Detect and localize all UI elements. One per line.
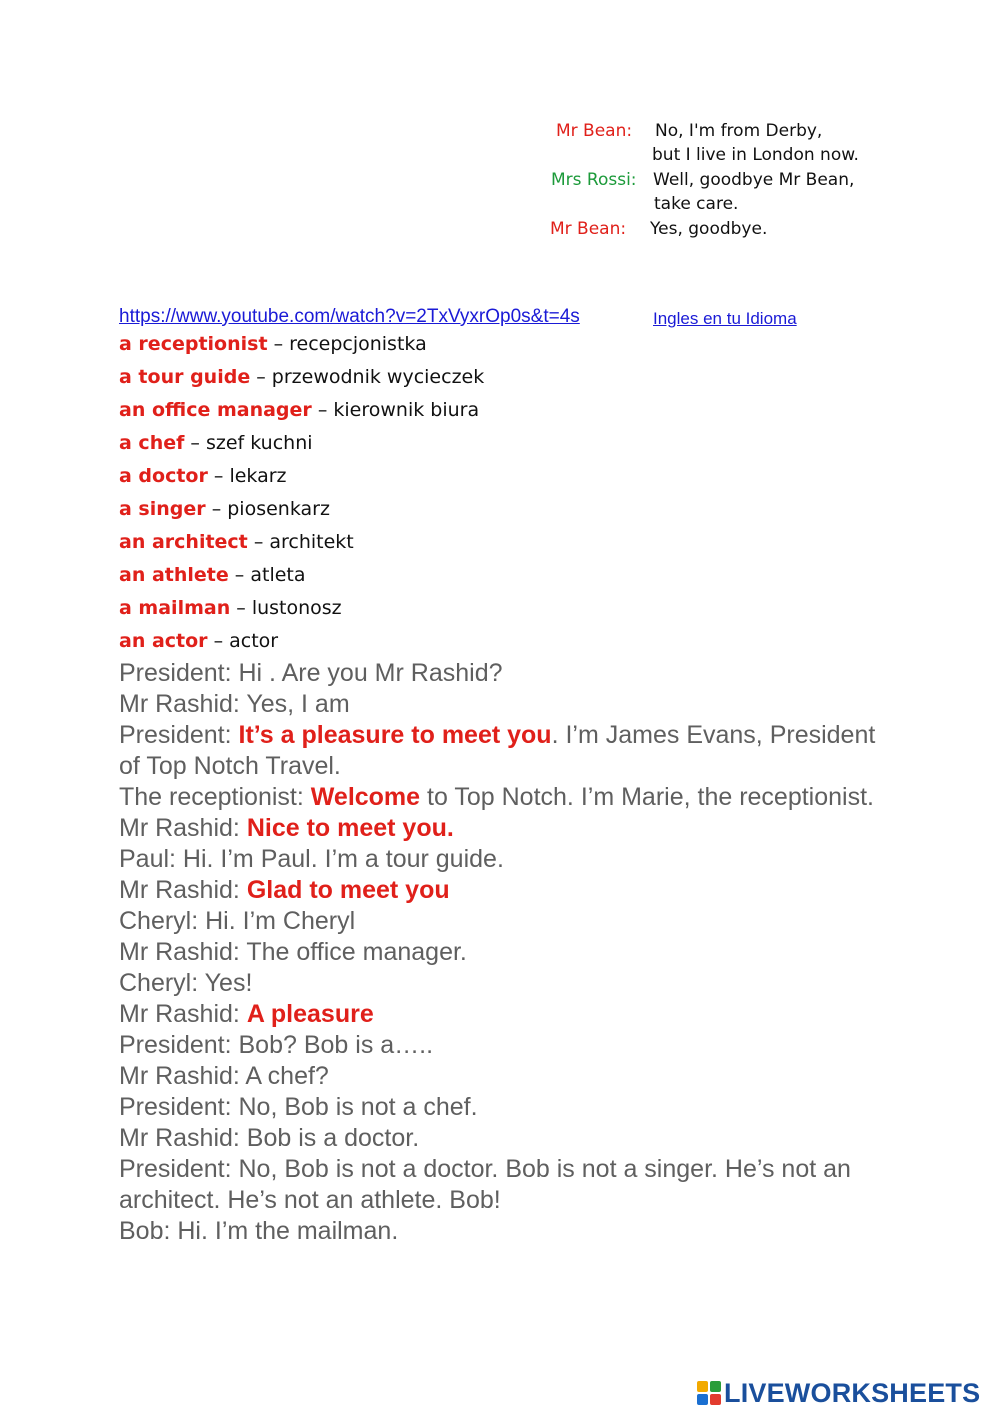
vocabulary-item [119, 429, 719, 462]
vocabulary-item [119, 627, 719, 660]
dialogue-text: Yes, goodbye. [650, 219, 768, 239]
line-text-after: . I’m James Evans, President of Top Notch Travel. [119, 721, 876, 780]
vocab-english: a mailman [119, 597, 231, 619]
conversation-line [119, 1061, 889, 1092]
dialogue-text: No, I'm from Derby, [655, 121, 823, 141]
channel-link[interactable]: Ingles en tu Idioma [653, 309, 797, 328]
line-text: The receptionist: [119, 783, 311, 811]
vocab-polish: – lekarz [207, 465, 287, 487]
line-text: President: No, Bob is not a doctor. Bob is not a singer. He’s not an architect. He’s not an athlete. Bob! [119, 1155, 851, 1214]
conversation-line [119, 1123, 889, 1154]
conversation-line [119, 844, 889, 875]
vocab-english: a chef [119, 432, 185, 454]
conversation-line [119, 906, 889, 937]
dialogue-line [551, 170, 637, 190]
line-text: Mr Rashid: The office manager. [119, 938, 467, 966]
line-highlight: A pleasure [246, 1000, 374, 1028]
conversation-line [119, 999, 889, 1030]
vocabulary-item [119, 594, 719, 627]
youtube-video-link[interactable]: https://www.youtube.com/watch?v=2TxVyxrOp0s&t=4s [119, 306, 580, 327]
line-text: President: Bob? Bob is a….. [119, 1031, 434, 1059]
dialogue-text: Well, goodbye Mr Bean, [653, 170, 855, 190]
line-highlight: Glad to meet you [246, 876, 450, 904]
conversation-line [119, 720, 889, 782]
logo-text: LIVEWORKSHEETS [724, 1377, 981, 1408]
conversation-line [119, 813, 889, 844]
vocab-english: an actor [119, 630, 208, 652]
line-text: Mr Rashid: Yes, I am [119, 690, 350, 718]
dialogue-text: take care. [654, 194, 739, 214]
vocabulary-item [119, 396, 719, 429]
vocabulary-item [119, 528, 719, 561]
line-text: President: Hi . Are you Mr Rashid? [119, 659, 503, 687]
vocab-english: an athlete [119, 564, 229, 586]
line-text-after: to Top Notch. I’m Marie, the receptionist. [420, 783, 874, 811]
line-text: President: No, Bob is not a chef. [119, 1093, 478, 1121]
conversation-line [119, 1154, 889, 1216]
vocab-polish: – kierownik biura [311, 399, 480, 421]
line-text: Paul: Hi. I’m Paul. I’m a tour guide. [119, 845, 504, 873]
vocab-english: an architect [119, 531, 248, 553]
conversation-line [119, 937, 889, 968]
line-highlight: Nice to meet you. [246, 814, 454, 842]
vocabulary-item [119, 561, 719, 594]
conversation-line [119, 1030, 889, 1061]
conversation-line [119, 875, 889, 906]
dialogue-line [556, 121, 632, 141]
speaker-mr-bean: Mr Bean: [556, 121, 633, 141]
vocab-english: a tour guide [119, 366, 251, 388]
vocabulary-item [119, 462, 719, 495]
vocab-polish: – actor [207, 630, 279, 652]
line-text: Bob: Hi. I’m the mailman. [119, 1217, 399, 1245]
line-text: President: [119, 721, 239, 749]
line-text: Mr Rashid: [119, 814, 247, 842]
speaker-mr-bean: Mr Bean: [550, 219, 627, 239]
vocab-polish: – przewodnik wycieczek [250, 366, 485, 388]
conversation-line [119, 782, 889, 813]
conversation-line [119, 1216, 889, 1247]
vocab-polish: – piosenkarz [205, 498, 330, 520]
conversation-line [119, 689, 889, 720]
dialogue-line [550, 219, 626, 239]
vocab-polish: – architekt [247, 531, 354, 553]
vocab-polish: – atleta [228, 564, 306, 586]
conversation [119, 658, 889, 1247]
vocabulary-item [119, 330, 719, 363]
line-text: Cheryl: Hi. I’m Cheryl [119, 907, 356, 935]
line-text: Mr Rashid: Bob is a doctor. [119, 1124, 420, 1152]
vocab-polish: – lustonosz [230, 597, 342, 619]
line-highlight: It’s a pleasure to meet you [238, 721, 552, 749]
vocab-polish: – recepcjonistka [267, 333, 427, 355]
vocab-english: a doctor [119, 465, 208, 487]
liveworksheets-logo [697, 1376, 980, 1410]
vocab-english: an office manager [119, 399, 312, 421]
conversation-line [119, 658, 889, 689]
line-text: Mr Rashid: [119, 1000, 247, 1028]
line-text: Mr Rashid: [119, 876, 247, 904]
conversation-line [119, 1092, 889, 1123]
vocabulary-item [119, 495, 719, 528]
conversation-line [119, 968, 889, 999]
dialogue-text: but I live in London now. [652, 145, 859, 165]
top-dialogue [0, 0, 1000, 260]
speaker-mrs-rossi: Mrs Rossi: [551, 170, 637, 190]
line-text: Mr Rashid: A chef? [119, 1062, 329, 1090]
vocab-english: a receptionist [119, 333, 268, 355]
vocab-english: a singer [119, 498, 206, 520]
line-text: Cheryl: Yes! [119, 969, 253, 997]
vocab-polish: – szef kuchni [184, 432, 313, 454]
line-highlight: Welcome [310, 783, 421, 811]
logo-squares-icon [697, 1381, 721, 1405]
vocabulary-list [119, 330, 719, 660]
vocabulary-item [119, 363, 719, 396]
